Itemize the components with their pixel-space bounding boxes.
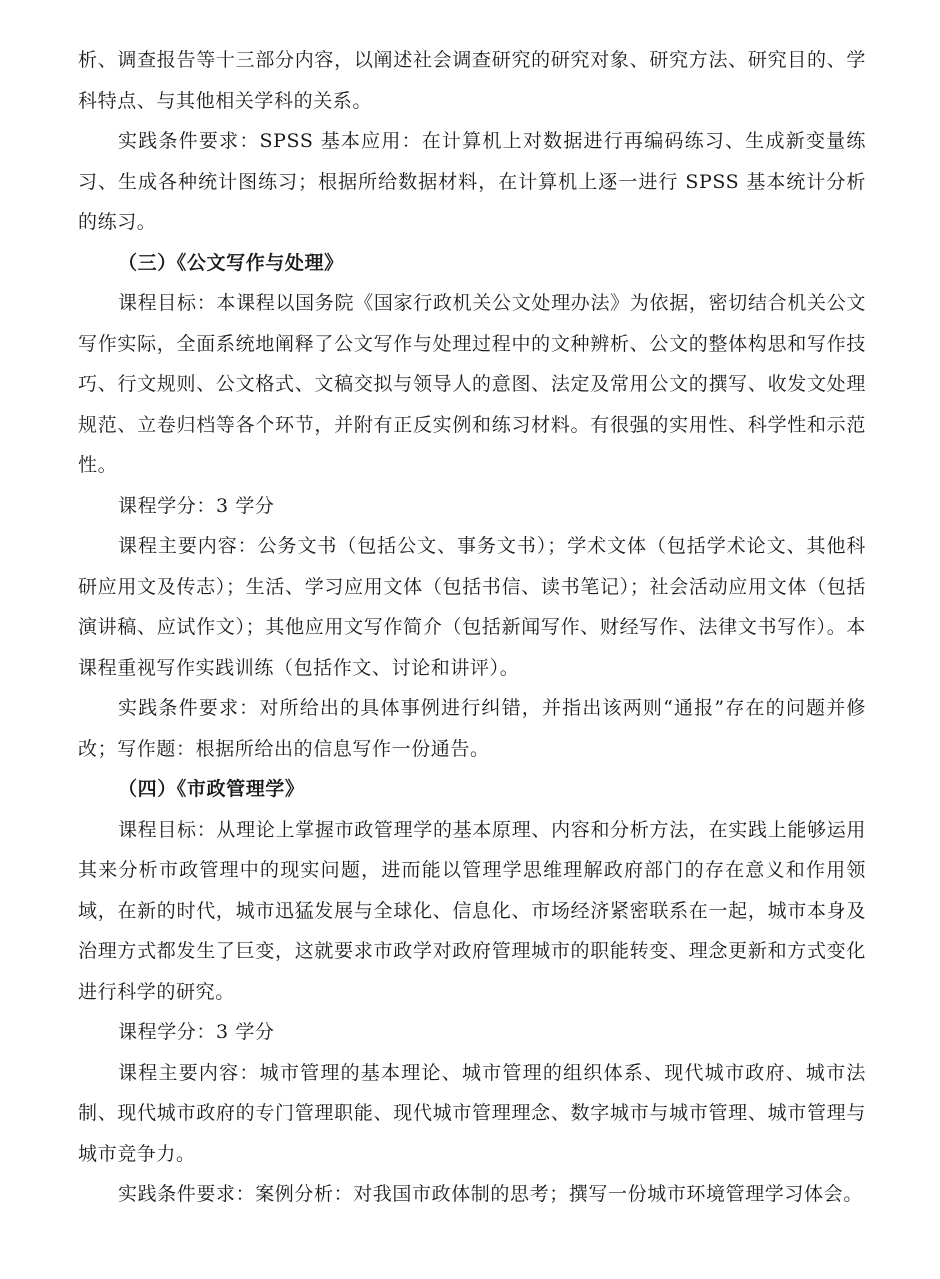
section-3-practice-paragraph: 实践条件要求：对所给出的具体事例进行纠错，并指出该两则“通报”存在的问题并修改；写作题：根据所给出的信息写作一份通告。 [78, 697, 866, 760]
section-3-goal-paragraph: 课程目标：本课程以国务院《国家行政机关公文处理办法》为依据，密切结合机关公文写作实际，全面系统地阐释了公文写作与处理过程中的文种辨析、公文的整体构思和写作技巧、行文规则、公文格式、文稿交拟与领导人的意图、法定及常用公文的撰写、收发文处理规范、立卷归档等各个环节，并附有正反实例和练习材料。有很强的实用性、科学性和示范性。 [78, 292, 866, 476]
document-page [78, 40, 866, 1215]
section-3-heading: （三）《公文写作与处理》 [118, 251, 344, 274]
section-3-content-paragraph: 课程主要内容：公务文书（包括公文、事务文书）；学术文体（包括学术论文、其他科研应用文及传志）；生活、学习应用文体（包括书信、读书笔记）；社会活动应用文体（包括演讲稿、应试作文）；其他应用文写作简介（包括新闻写作、财经写作、法律文书写作）。本课程重视写作实践训练（包括作文、讨论和讲评）。 [78, 535, 866, 679]
intro-continuation-paragraph: 析、调查报告等十三部分内容，以阐述社会调查研究的研究对象、研究方法、研究目的、学科特点、与其他相关学科的关系。 [78, 49, 866, 112]
section-4-content-paragraph: 课程主要内容：城市管理的基本理论、城市管理的组织体系、现代城市政府、城市法制、现代城市政府的专门管理职能、现代城市管理理念、数字城市与城市管理、城市管理与城市竞争力。 [78, 1061, 866, 1165]
section-3-credits-paragraph: 课程学分：3 学分 [118, 494, 275, 517]
section-4-heading: （四）《市政管理学》 [118, 778, 305, 800]
section-4-credits-paragraph: 课程学分：3 学分 [118, 1021, 275, 1043]
section-4-practice-paragraph: 实践条件要求：案例分析：对我国市政体制的思考；撰写一份城市环境管理学习体会。 [118, 1183, 863, 1205]
section-4-goal-paragraph: 课程目标：从理论上掌握市政管理学的基本原理、内容和分析方法，在实践上能够运用其来分析市政管理中的现实问题，进而能以管理学思维理解政府部门的存在意义和作用领域，在新的时代，城市迅猛发展与全球化、信息化、市场经济紧密联系在一起，城市本身及治理方式都发生了巨变，这就要求市政学对政府管理城市的职能转变、理念更新和方式变化进行科学的研究。 [78, 818, 866, 1003]
intro-practice-paragraph: 实践条件要求：SPSS 基本应用：在计算机上对数据进行再编码练习、生成新变量练习、生成各种统计图练习；根据所给数据材料，在计算机上逐一进行 SPSS 基本统计分析的练习。 [78, 130, 866, 233]
